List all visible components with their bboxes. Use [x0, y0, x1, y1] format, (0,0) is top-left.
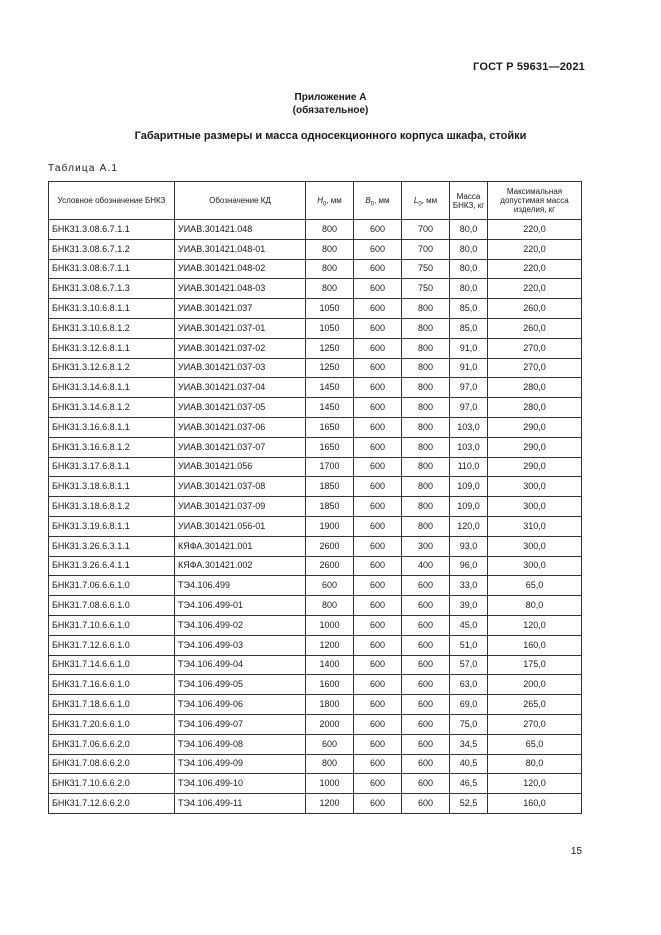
table-row	[49, 279, 582, 299]
designation-cell: БНК31.3.08.6.7.1.2	[49, 239, 175, 259]
width-cell: 600	[354, 497, 402, 517]
width-cell: 600	[354, 220, 402, 240]
kd-cell: УИАВ.301421.037-05	[175, 398, 306, 418]
height-cell: 2600	[306, 536, 354, 556]
designation-cell: БНК31.3.16.6.8.1.1	[49, 417, 175, 437]
table-row	[49, 378, 582, 398]
max-mass-cell: 80,0	[488, 754, 582, 774]
mass-cell: 93,0	[450, 536, 488, 556]
mass-cell: 40,5	[450, 754, 488, 774]
table-row	[49, 358, 582, 378]
max-mass-cell: 270,0	[488, 358, 582, 378]
depth-cell: 750	[402, 279, 450, 299]
mass-cell: 45,0	[450, 615, 488, 635]
height-cell: 1250	[306, 358, 354, 378]
depth-cell: 800	[402, 398, 450, 418]
table-row	[49, 299, 582, 319]
appendix-status: (обязательное)	[292, 105, 369, 116]
designation-cell: БНК31.7.20.6.6.1.0	[49, 714, 175, 734]
designation-cell: БНК31.3.26.6.4.1.1	[49, 556, 175, 576]
height-cell: 2000	[306, 714, 354, 734]
kd-cell: УИАВ.301421.048-03	[175, 279, 306, 299]
width-cell: 600	[354, 477, 402, 497]
page-number: 15	[570, 846, 582, 857]
col-header-designation: Условное обозначение БНКЗ	[49, 182, 175, 220]
mass-cell: 80,0	[450, 279, 488, 299]
max-mass-cell: 220,0	[488, 279, 582, 299]
kd-cell: КЯФА.301421.002	[175, 556, 306, 576]
height-cell: 1650	[306, 417, 354, 437]
depth-cell: 600	[402, 615, 450, 635]
depth-cell: 600	[402, 734, 450, 754]
max-mass-cell: 280,0	[488, 378, 582, 398]
table-row	[49, 457, 582, 477]
mass-cell: 80,0	[450, 259, 488, 279]
max-mass-cell: 65,0	[488, 734, 582, 754]
height-cell: 1200	[306, 794, 354, 814]
height-cell: 600	[306, 576, 354, 596]
width-cell: 600	[354, 596, 402, 616]
table-row	[49, 635, 582, 655]
depth-cell: 400	[402, 556, 450, 576]
height-cell: 1050	[306, 299, 354, 319]
mass-cell: 39,0	[450, 596, 488, 616]
table-row	[49, 239, 582, 259]
appendix-title: Приложение А	[294, 92, 367, 103]
width-cell: 600	[354, 398, 402, 418]
height-cell: 1800	[306, 695, 354, 715]
mass-cell: 34,5	[450, 734, 488, 754]
col-header-width	[354, 182, 402, 220]
table-row	[49, 477, 582, 497]
max-mass-cell: 175,0	[488, 655, 582, 675]
depth-cell: 600	[402, 754, 450, 774]
kd-cell: УИАВ.301421.037-04	[175, 378, 306, 398]
max-mass-cell: 220,0	[488, 259, 582, 279]
depth-cell: 800	[402, 477, 450, 497]
max-mass-cell: 220,0	[488, 220, 582, 240]
width-cell: 600	[354, 635, 402, 655]
table-row	[49, 615, 582, 635]
table-row	[49, 734, 582, 754]
mass-cell: 97,0	[450, 398, 488, 418]
kd-cell: УИАВ.301421.037	[175, 299, 306, 319]
depth-cell: 600	[402, 675, 450, 695]
mass-cell: 33,0	[450, 576, 488, 596]
max-mass-cell: 300,0	[488, 477, 582, 497]
depth-cell: 600	[402, 576, 450, 596]
mass-cell: 96,0	[450, 556, 488, 576]
designation-cell: БНК31.7.10.6.6.1.0	[49, 615, 175, 635]
table-row	[49, 437, 582, 457]
depth-cell: 750	[402, 259, 450, 279]
depth-cell: 800	[402, 299, 450, 319]
height-cell: 1850	[306, 477, 354, 497]
section-heading: Габаритные размеры и масса односекционного корпуса шкафа, стойки	[134, 130, 527, 142]
depth-cell: 600	[402, 695, 450, 715]
kd-cell: ТЭ4.106.499-05	[175, 675, 306, 695]
depth-cell: 800	[402, 516, 450, 536]
kd-cell: УИАВ.301421.048-02	[175, 259, 306, 279]
height-cell: 2600	[306, 556, 354, 576]
mass-cell: 57,0	[450, 655, 488, 675]
height-cell: 1050	[306, 318, 354, 338]
mass-cell: 80,0	[450, 239, 488, 259]
kd-cell: ТЭ4.106.499-08	[175, 734, 306, 754]
mass-cell: 103,0	[450, 437, 488, 457]
kd-cell: УИАВ.301421.037-07	[175, 437, 306, 457]
depth-symbol: L	[413, 196, 419, 205]
width-cell: 600	[354, 516, 402, 536]
col-header-kd: Обозначение КД	[175, 182, 306, 220]
designation-cell: БНК31.3.08.6.7.1.1	[49, 259, 175, 279]
width-unit: , мм	[374, 196, 390, 205]
mass-cell: 63,0	[450, 675, 488, 695]
mass-cell: 85,0	[450, 299, 488, 319]
max-mass-cell: 120,0	[488, 615, 582, 635]
designation-cell: БНК31.3.10.6.8.1.1	[49, 299, 175, 319]
height-cell: 1650	[306, 437, 354, 457]
kd-cell: УИАВ.301421.056	[175, 457, 306, 477]
mass-cell: 75,0	[450, 714, 488, 734]
designation-cell: БНК31.7.08.6.6.1.0	[49, 596, 175, 616]
kd-cell: УИАВ.301421.037-08	[175, 477, 306, 497]
depth-cell: 600	[402, 794, 450, 814]
kd-cell: ТЭ4.106.499-10	[175, 774, 306, 794]
table-row	[49, 576, 582, 596]
designation-cell: БНК31.3.14.6.8.1.2	[49, 398, 175, 418]
width-cell: 600	[354, 556, 402, 576]
width-cell: 600	[354, 338, 402, 358]
width-cell: 600	[354, 279, 402, 299]
max-mass-cell: 300,0	[488, 536, 582, 556]
depth-cell: 600	[402, 655, 450, 675]
table-row	[49, 497, 582, 517]
standard-designation: ГОСТ Р 59631—2021	[473, 61, 585, 73]
width-cell: 600	[354, 695, 402, 715]
height-cell: 600	[306, 734, 354, 754]
dimensions-mass-table	[48, 181, 582, 814]
designation-cell: БНК31.7.10.6.6.2.0	[49, 774, 175, 794]
mass-cell: 52,5	[450, 794, 488, 814]
max-mass-cell: 300,0	[488, 497, 582, 517]
kd-cell: ТЭ4.106.499-07	[175, 714, 306, 734]
designation-cell: БНК31.7.12.6.6.1.0	[49, 635, 175, 655]
table-row	[49, 774, 582, 794]
col-header-mass: Масса БНКЗ, кг	[450, 182, 488, 220]
width-cell: 600	[354, 675, 402, 695]
kd-cell: ТЭ4.106.499-03	[175, 635, 306, 655]
table-row	[49, 655, 582, 675]
max-mass-cell: 290,0	[488, 437, 582, 457]
depth-cell: 800	[402, 318, 450, 338]
width-cell: 600	[354, 615, 402, 635]
kd-cell: ТЭ4.106.499-02	[175, 615, 306, 635]
height-cell: 800	[306, 220, 354, 240]
max-mass-cell: 120,0	[488, 774, 582, 794]
height-subscript: 0	[322, 201, 327, 208]
height-cell: 800	[306, 259, 354, 279]
mass-cell: 91,0	[450, 358, 488, 378]
height-cell: 800	[306, 279, 354, 299]
max-mass-cell: 65,0	[488, 576, 582, 596]
height-cell: 1000	[306, 615, 354, 635]
table-row	[49, 695, 582, 715]
width-cell: 600	[354, 457, 402, 477]
max-mass-cell: 160,0	[488, 635, 582, 655]
mass-cell: 109,0	[450, 477, 488, 497]
designation-cell: БНК31.3.10.6.8.1.2	[49, 318, 175, 338]
height-cell: 800	[306, 239, 354, 259]
width-cell: 600	[354, 774, 402, 794]
mass-cell: 110,0	[450, 457, 488, 477]
table-row	[49, 556, 582, 576]
max-mass-cell: 300,0	[488, 556, 582, 576]
mass-cell: 91,0	[450, 338, 488, 358]
kd-cell: КЯФА.301421.001	[175, 536, 306, 556]
table-row	[49, 220, 582, 240]
kd-cell: УИАВ.301421.037-02	[175, 338, 306, 358]
max-mass-cell: 270,0	[488, 714, 582, 734]
width-symbol: B	[365, 196, 371, 205]
width-cell: 600	[354, 239, 402, 259]
height-cell: 800	[306, 596, 354, 616]
depth-cell: 700	[402, 239, 450, 259]
width-cell: 600	[354, 754, 402, 774]
table-row	[49, 794, 582, 814]
width-cell: 600	[354, 358, 402, 378]
designation-cell: БНК31.3.08.6.7.1.1	[49, 220, 175, 240]
height-cell: 1700	[306, 457, 354, 477]
height-cell: 1450	[306, 398, 354, 418]
depth-cell: 800	[402, 378, 450, 398]
width-cell: 600	[354, 714, 402, 734]
max-mass-cell: 220,0	[488, 239, 582, 259]
table-row	[49, 754, 582, 774]
width-cell: 600	[354, 378, 402, 398]
width-cell: 600	[354, 576, 402, 596]
depth-cell: 800	[402, 457, 450, 477]
table-row	[49, 318, 582, 338]
height-cell: 1000	[306, 774, 354, 794]
depth-cell: 600	[402, 635, 450, 655]
width-cell: 600	[354, 299, 402, 319]
max-mass-cell: 200,0	[488, 675, 582, 695]
max-mass-cell: 280,0	[488, 398, 582, 418]
mass-cell: 46,5	[450, 774, 488, 794]
kd-cell: УИАВ.301421.056-01	[175, 516, 306, 536]
designation-cell: БНК31.3.19.6.8.1.1	[49, 516, 175, 536]
mass-cell: 69,0	[450, 695, 488, 715]
mass-cell: 51,0	[450, 635, 488, 655]
depth-cell: 800	[402, 338, 450, 358]
table-row	[49, 536, 582, 556]
height-cell: 800	[306, 754, 354, 774]
designation-cell: БНК31.3.12.6.8.1.2	[49, 358, 175, 378]
table-row	[49, 596, 582, 616]
designation-cell: БНК31.3.12.6.8.1.1	[49, 338, 175, 358]
designation-cell: БНК31.7.18.6.6.1.0	[49, 695, 175, 715]
table-row	[49, 259, 582, 279]
max-mass-cell: 290,0	[488, 417, 582, 437]
depth-cell: 600	[402, 714, 450, 734]
max-mass-cell: 260,0	[488, 299, 582, 319]
table-row	[49, 516, 582, 536]
mass-cell: 120,0	[450, 516, 488, 536]
designation-cell: БНК31.3.14.6.8.1.1	[49, 378, 175, 398]
kd-cell: ТЭ4.106.499	[175, 576, 306, 596]
width-cell: 600	[354, 437, 402, 457]
designation-cell: БНК31.7.06.6.6.1.0	[49, 576, 175, 596]
kd-cell: УИАВ.301421.037-09	[175, 497, 306, 517]
col-header-height	[306, 182, 354, 220]
kd-cell: ТЭ4.106.499-09	[175, 754, 306, 774]
height-cell: 1400	[306, 655, 354, 675]
kd-cell: УИАВ.301421.037-01	[175, 318, 306, 338]
designation-cell: БНК31.3.17.6.8.1.1	[49, 457, 175, 477]
max-mass-cell: 160,0	[488, 794, 582, 814]
kd-cell: УИАВ.301421.048-01	[175, 239, 306, 259]
depth-cell: 700	[402, 220, 450, 240]
mass-cell: 109,0	[450, 497, 488, 517]
col-header-max-mass: Максимальная допустимая масса изделия, кг	[488, 182, 582, 220]
height-cell: 1250	[306, 338, 354, 358]
table-header-row	[49, 182, 582, 220]
width-cell: 600	[354, 318, 402, 338]
table-row	[49, 338, 582, 358]
max-mass-cell: 265,0	[488, 695, 582, 715]
mass-cell: 103,0	[450, 417, 488, 437]
designation-cell: БНК31.7.06.6.6.2.0	[49, 734, 175, 754]
appendix-block	[0, 91, 661, 117]
designation-cell: БНК31.3.08.6.7.1.3	[49, 279, 175, 299]
kd-cell: ТЭ4.106.499-11	[175, 794, 306, 814]
mass-cell: 97,0	[450, 378, 488, 398]
table-label: Таблица А.1	[48, 163, 119, 174]
max-mass-cell: 290,0	[488, 457, 582, 477]
kd-cell: ТЭ4.106.499-06	[175, 695, 306, 715]
depth-cell: 600	[402, 774, 450, 794]
table-body	[49, 220, 582, 814]
height-cell: 1900	[306, 516, 354, 536]
max-mass-cell: 260,0	[488, 318, 582, 338]
max-mass-cell: 80,0	[488, 596, 582, 616]
designation-cell: БНК31.3.16.6.8.1.2	[49, 437, 175, 457]
kd-cell: УИАВ.301421.037-06	[175, 417, 306, 437]
depth-subscript: 0	[418, 201, 422, 208]
max-mass-cell: 310,0	[488, 516, 582, 536]
designation-cell: БНК31.3.18.6.8.1.2	[49, 497, 175, 517]
height-cell: 1200	[306, 635, 354, 655]
designation-cell: БНК31.7.14.6.6.1.0	[49, 655, 175, 675]
width-cell: 600	[354, 655, 402, 675]
mass-cell: 85,0	[450, 318, 488, 338]
designation-cell: БНК31.3.18.6.8.1.1	[49, 477, 175, 497]
depth-cell: 600	[402, 596, 450, 616]
height-symbol: H	[317, 196, 323, 205]
table-row	[49, 714, 582, 734]
height-cell: 1450	[306, 378, 354, 398]
designation-cell: БНК31.3.26.6.3.1.1	[49, 536, 175, 556]
depth-cell: 800	[402, 497, 450, 517]
max-mass-cell: 270,0	[488, 338, 582, 358]
depth-unit: , мм	[421, 196, 438, 205]
mass-cell: 80,0	[450, 220, 488, 240]
depth-cell: 800	[402, 358, 450, 378]
col-header-depth	[402, 182, 450, 220]
depth-cell: 800	[402, 417, 450, 437]
width-cell: 600	[354, 417, 402, 437]
width-cell: 600	[354, 536, 402, 556]
kd-cell: УИАВ.301421.048	[175, 220, 306, 240]
table-row	[49, 675, 582, 695]
height-cell: 1850	[306, 497, 354, 517]
height-unit: , мм	[326, 196, 342, 205]
designation-cell: БНК31.7.16.6.6.1.0	[49, 675, 175, 695]
width-cell: 600	[354, 259, 402, 279]
kd-cell: УИАВ.301421.037-03	[175, 358, 306, 378]
kd-cell: ТЭ4.106.499-04	[175, 655, 306, 675]
table-row	[49, 398, 582, 418]
width-cell: 600	[354, 794, 402, 814]
depth-cell: 800	[402, 437, 450, 457]
depth-cell: 300	[402, 536, 450, 556]
designation-cell: БНК31.7.08.6.6.2.0	[49, 754, 175, 774]
designation-cell: БНК31.7.12.6.6.2.0	[49, 794, 175, 814]
kd-cell: ТЭ4.106.499-01	[175, 596, 306, 616]
table-row	[49, 417, 582, 437]
height-cell: 1600	[306, 675, 354, 695]
width-cell: 600	[354, 734, 402, 754]
width-subscript: 0	[370, 201, 375, 208]
